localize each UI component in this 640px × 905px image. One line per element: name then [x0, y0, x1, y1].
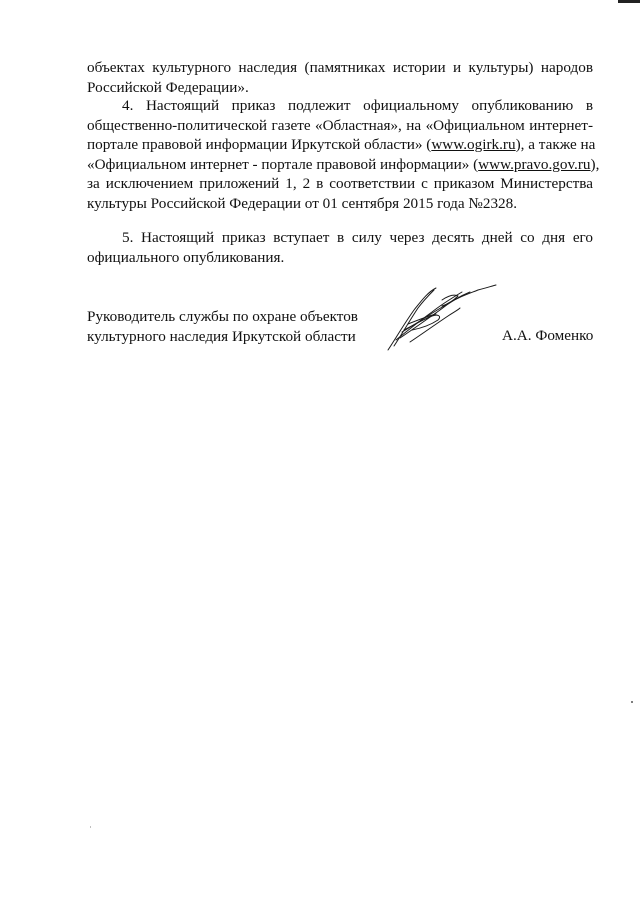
text-fragment: «Официальном интернет - портале правовой информации» ( [87, 155, 479, 173]
text-line: за исключением приложений 1, 2 в соответствии с приказом Министерства [87, 175, 593, 192]
scan-speck [631, 701, 633, 703]
scan-corner-mark [618, 0, 640, 3]
text-line [87, 135, 596, 155]
role-line: Руководитель службы по охране объектов [87, 308, 358, 325]
text-fragment: портале правовой информации Иркутской области» ( [87, 136, 432, 153]
text-line: культуры Российской Федерации от 01 сентября 2015 года №2328. [87, 194, 518, 212]
text-line: общественно-политической газете «Областная», на «Официальном интернет- [87, 116, 593, 134]
text-fragment: ), [590, 155, 600, 173]
text-line: 5. Настоящий приказ вступает в силу через десять дней со дня его [122, 229, 593, 246]
text-fragment: ), а также на [515, 136, 596, 153]
paragraph-4 [87, 96, 600, 213]
link-pravo[interactable]: www.pravo.gov.ru [478, 155, 591, 173]
text-line: Российской Федерации». [87, 78, 249, 96]
signatory-role [87, 307, 387, 346]
signatory-name: А.А. Фоменко [502, 327, 594, 344]
link-ogirk[interactable]: www.ogirk.ru [431, 136, 516, 153]
role-line: культурного наследия Иркутской области [87, 327, 356, 345]
text-line: 4. Настоящий приказ подлежит официальному опубликованию в [122, 97, 593, 114]
scan-speck [90, 826, 91, 828]
text-line: официального опубликования. [87, 248, 285, 266]
paragraph-continuation [87, 58, 593, 97]
handwritten-signature-icon [382, 280, 500, 352]
text-line [87, 155, 600, 175]
text-line: объектах культурного наследия (памятниках истории и культуры) народов [87, 59, 593, 76]
paragraph-5 [87, 228, 593, 267]
